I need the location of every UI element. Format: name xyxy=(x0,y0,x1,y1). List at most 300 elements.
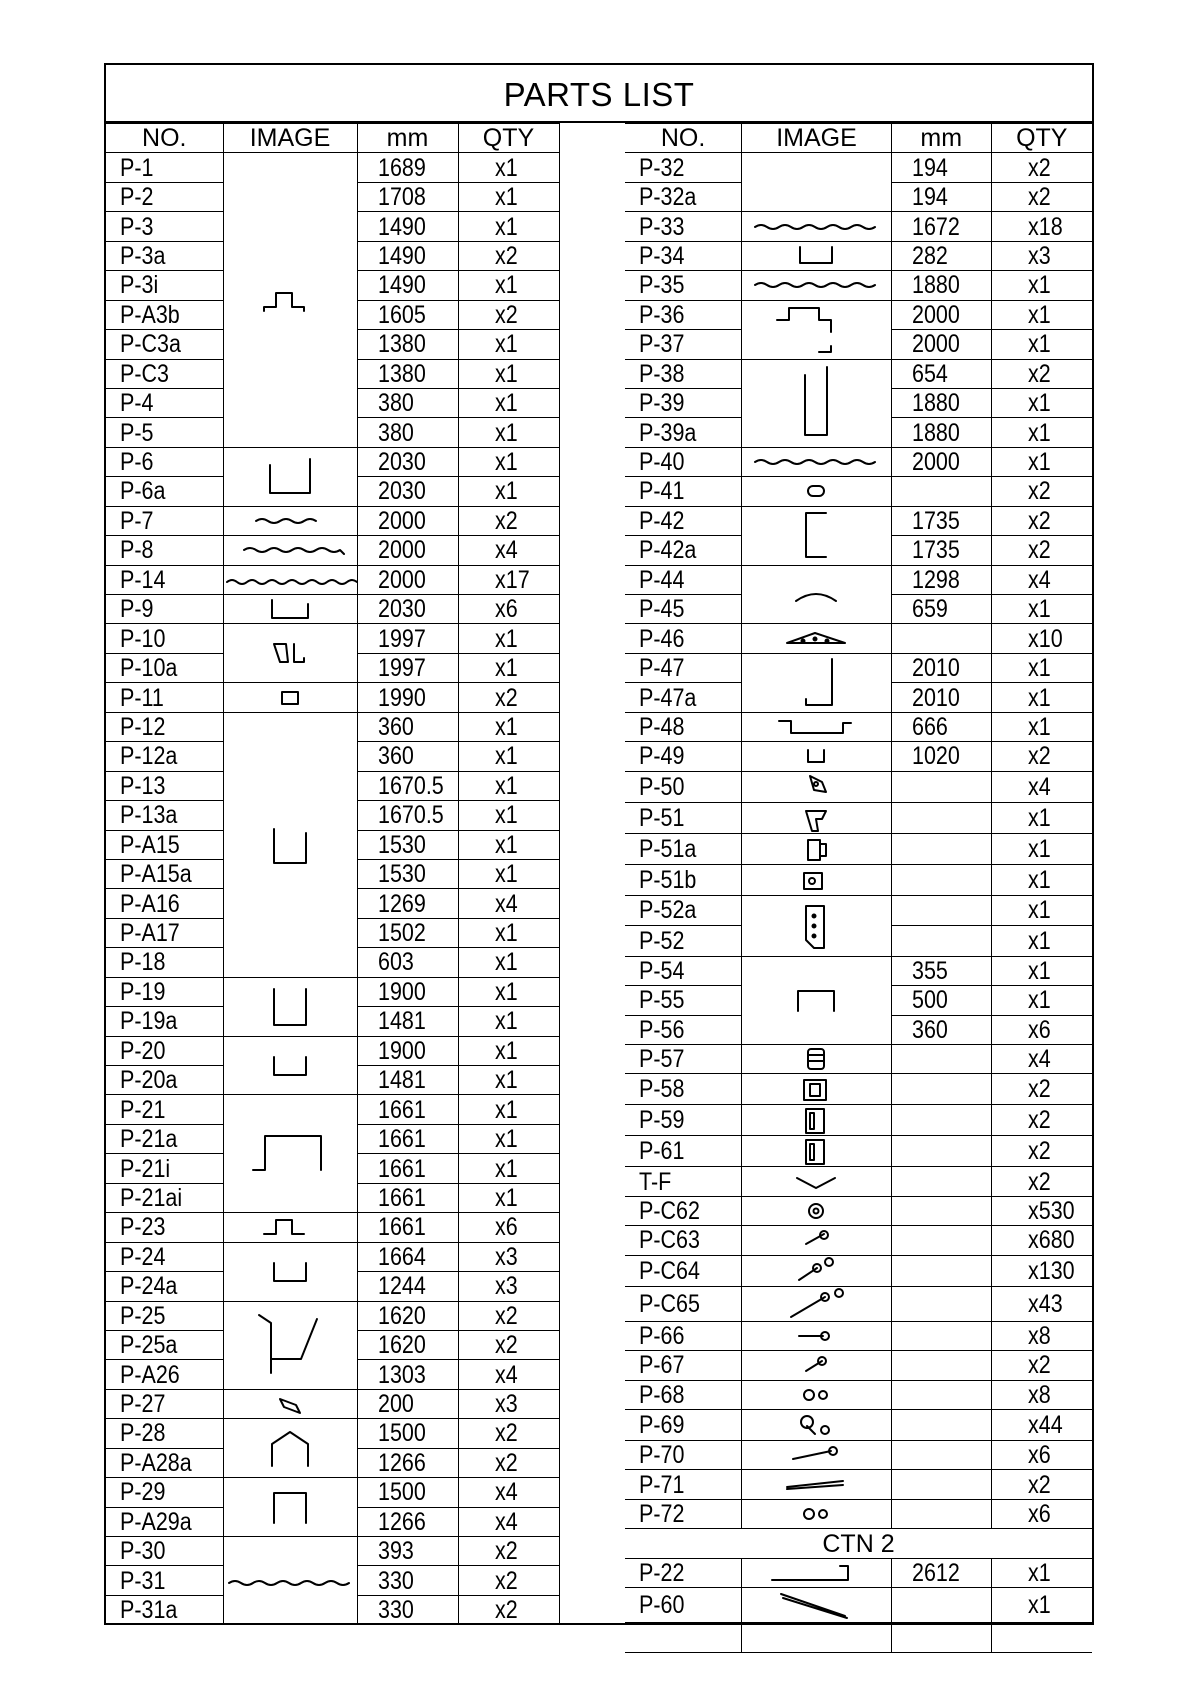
part-quantity: x2 xyxy=(991,1136,1092,1167)
part-quantity: x2 xyxy=(458,1419,559,1448)
part-length-mm: 1266 xyxy=(357,1507,458,1536)
u-channel-tall-icon xyxy=(224,985,357,1029)
hinge-icon xyxy=(742,1074,891,1104)
part-number: P-51b xyxy=(625,864,742,895)
part-image xyxy=(742,1105,892,1136)
table-row xyxy=(625,1558,1092,1587)
part-quantity: x1 xyxy=(991,683,1092,712)
part-quantity: x1 xyxy=(458,771,559,800)
part-number: P-41 xyxy=(625,477,742,506)
part-number: P-67 xyxy=(625,1351,742,1380)
hat-channel-icon xyxy=(224,1130,357,1178)
part-length-mm: 1997 xyxy=(357,653,458,682)
table-row xyxy=(106,536,559,565)
part-image xyxy=(742,565,892,624)
part-image xyxy=(742,1588,892,1623)
part-length-mm: 2030 xyxy=(357,447,458,476)
part-quantity: x1 xyxy=(458,418,559,447)
screw-nut-icon xyxy=(742,1256,891,1286)
zig-profile-icon xyxy=(224,638,357,668)
part-length-mm xyxy=(891,1286,991,1321)
part-image xyxy=(742,300,892,359)
part-length-mm: 1735 xyxy=(891,536,991,565)
table-row xyxy=(625,1441,1092,1470)
part-image xyxy=(742,1380,892,1409)
header-image: IMAGE xyxy=(223,124,357,153)
part-quantity: x1 xyxy=(991,1588,1092,1623)
part-image xyxy=(742,271,892,300)
part-quantity: x1 xyxy=(458,742,559,771)
part-length-mm xyxy=(891,1499,991,1528)
part-quantity: x1 xyxy=(991,418,1092,447)
part-quantity: x18 xyxy=(991,212,1092,241)
part-length-mm xyxy=(891,1105,991,1136)
part-number: P-7 xyxy=(106,506,223,535)
part-image xyxy=(223,536,357,565)
table-row xyxy=(106,1301,559,1330)
part-quantity: x8 xyxy=(991,1321,1092,1350)
small-u-icon xyxy=(742,746,891,766)
part-length-mm xyxy=(891,1167,991,1196)
table-row xyxy=(625,742,1092,771)
part-image xyxy=(223,1537,357,1625)
table-row xyxy=(625,1286,1092,1321)
part-quantity: x1 xyxy=(458,1124,559,1153)
table-header-row xyxy=(625,124,1092,153)
part-number: P-37 xyxy=(625,330,742,359)
part-number: P-5 xyxy=(106,418,223,447)
part-image xyxy=(742,653,892,712)
part-image xyxy=(742,1410,892,1441)
part-image xyxy=(223,683,357,712)
part-length-mm: 1670.5 xyxy=(357,801,458,830)
part-image xyxy=(742,506,892,565)
part-length-mm: 1481 xyxy=(357,1007,458,1036)
part-length-mm: 360 xyxy=(357,712,458,741)
part-number: P-9 xyxy=(106,595,223,624)
part-quantity: x1 xyxy=(458,153,559,182)
table-row xyxy=(106,1419,559,1448)
part-quantity: x1 xyxy=(458,1095,559,1124)
part-image xyxy=(742,864,892,895)
part-quantity: x1 xyxy=(991,447,1092,476)
part-length-mm: 1490 xyxy=(357,271,458,300)
table-row xyxy=(106,683,559,712)
part-quantity: x1 xyxy=(991,956,1092,985)
arc-icon xyxy=(742,583,891,607)
part-quantity: x2 xyxy=(458,1448,559,1477)
bolt-nut-icon xyxy=(742,1287,891,1321)
part-quantity: x6 xyxy=(458,1213,559,1242)
pin-icon xyxy=(742,1477,891,1493)
part-length-mm: 1303 xyxy=(357,1360,458,1389)
part-number: P-21i xyxy=(106,1154,223,1183)
parts-list-sheet xyxy=(104,63,1094,1625)
part-length-mm xyxy=(891,802,991,833)
part-number: P-12 xyxy=(106,712,223,741)
part-number: P-54 xyxy=(625,956,742,985)
part-number: P-A17 xyxy=(106,918,223,947)
square-tube-icon xyxy=(224,688,357,708)
part-number: P-48 xyxy=(625,712,742,741)
part-quantity: x2 xyxy=(458,1595,559,1624)
part-number: P-39 xyxy=(625,388,742,417)
table-row xyxy=(625,241,1092,270)
part-image xyxy=(742,447,892,476)
part-number: P-32 xyxy=(625,153,742,182)
part-number: P-50 xyxy=(625,771,742,802)
arch-frame-icon xyxy=(224,1426,357,1470)
part-number: P-18 xyxy=(106,948,223,977)
part-number: P-11 xyxy=(106,683,223,712)
table-row xyxy=(625,1136,1092,1167)
part-image xyxy=(223,1095,357,1213)
part-length-mm: 1900 xyxy=(357,1036,458,1065)
part-length-mm: 2000 xyxy=(357,506,458,535)
part-quantity: x8 xyxy=(991,1380,1092,1409)
part-image xyxy=(223,977,357,1036)
part-quantity: x1 xyxy=(458,182,559,211)
part-number: P-A15 xyxy=(106,830,223,859)
part-quantity: x2 xyxy=(458,683,559,712)
part-quantity: x1 xyxy=(458,477,559,506)
part-number: P-20a xyxy=(106,1066,223,1095)
part-length-mm: 1672 xyxy=(891,212,991,241)
part-length-mm: 2000 xyxy=(357,536,458,565)
part-number: P-58 xyxy=(625,1074,742,1105)
table-row xyxy=(106,624,559,653)
part-quantity: x6 xyxy=(458,595,559,624)
part-length-mm xyxy=(891,1351,991,1380)
clip-icon xyxy=(224,1391,357,1417)
part-length-mm: 1664 xyxy=(357,1242,458,1271)
cup-channel-icon xyxy=(742,243,891,269)
part-image xyxy=(742,1074,892,1105)
part-quantity: x2 xyxy=(991,536,1092,565)
part-length-mm: 2612 xyxy=(891,1558,991,1587)
table-row xyxy=(625,712,1092,741)
part-quantity: x1 xyxy=(458,801,559,830)
part-image xyxy=(223,712,357,977)
table-row xyxy=(625,1167,1092,1196)
part-length-mm: 2000 xyxy=(891,447,991,476)
part-image xyxy=(223,565,357,594)
part-length-mm: 1880 xyxy=(891,418,991,447)
part-quantity: x2 xyxy=(991,506,1092,535)
part-number: P-21 xyxy=(106,1095,223,1124)
part-quantity: x1 xyxy=(991,833,1092,864)
part-image xyxy=(223,1478,357,1537)
part-quantity: x130 xyxy=(991,1255,1092,1286)
table-row xyxy=(625,956,1092,985)
bolt-icon xyxy=(742,1326,891,1346)
rod-icon xyxy=(742,1588,891,1622)
part-length-mm xyxy=(891,1588,991,1623)
part-image xyxy=(742,712,892,741)
bracket-icon xyxy=(742,803,891,833)
table-row xyxy=(625,864,1092,895)
part-number: P-A28a xyxy=(106,1448,223,1477)
part-length-mm: 666 xyxy=(891,712,991,741)
part-image xyxy=(742,1196,892,1225)
profile-icon xyxy=(224,285,357,315)
empty-cell xyxy=(991,1623,1092,1652)
part-length-mm: 2000 xyxy=(891,330,991,359)
part-image xyxy=(223,153,357,447)
parts-table-right xyxy=(625,123,1092,1653)
bracket-channel-icon xyxy=(742,509,891,563)
part-number: P-61 xyxy=(625,1136,742,1167)
part-number: P-52a xyxy=(625,895,742,926)
table-row xyxy=(625,802,1092,833)
header-qty: QTY xyxy=(458,124,559,153)
part-length-mm: 1380 xyxy=(357,359,458,388)
part-quantity: x17 xyxy=(458,565,559,594)
part-length-mm: 1490 xyxy=(357,212,458,241)
table-row xyxy=(106,1095,559,1124)
part-length-mm xyxy=(891,477,991,506)
part-length-mm: 1661 xyxy=(357,1095,458,1124)
part-quantity: x4 xyxy=(458,1478,559,1507)
part-image xyxy=(223,1036,357,1095)
part-quantity: x3 xyxy=(458,1272,559,1301)
j-channel-icon xyxy=(742,655,891,711)
part-length-mm: 1900 xyxy=(357,977,458,1006)
part-quantity: x1 xyxy=(458,388,559,417)
part-image xyxy=(742,624,892,653)
table-row xyxy=(625,477,1092,506)
part-quantity: x1 xyxy=(991,388,1092,417)
table-header-row xyxy=(106,124,559,153)
u-channel-icon xyxy=(224,596,357,622)
hinge-icon xyxy=(742,1136,891,1166)
part-image xyxy=(742,1470,892,1499)
part-number: P-1 xyxy=(106,153,223,182)
part-image xyxy=(223,624,357,683)
corrugated-icon xyxy=(224,543,357,557)
table-row xyxy=(625,653,1092,682)
table-row xyxy=(625,1470,1092,1499)
part-quantity: x1 xyxy=(991,271,1092,300)
u-channel-short-icon xyxy=(224,1257,357,1287)
part-length-mm: 2000 xyxy=(891,300,991,329)
part-length-mm: 380 xyxy=(357,418,458,447)
part-length-mm xyxy=(891,1255,991,1286)
part-length-mm: 2010 xyxy=(891,683,991,712)
part-length-mm: 360 xyxy=(357,742,458,771)
part-quantity: x4 xyxy=(458,1507,559,1536)
part-length-mm: 1481 xyxy=(357,1066,458,1095)
crank-profile-icon xyxy=(224,1305,357,1385)
part-length-mm: 1298 xyxy=(891,565,991,594)
frame-icon xyxy=(742,985,891,1015)
part-quantity: x1 xyxy=(458,830,559,859)
part-quantity: x1 xyxy=(991,595,1092,624)
long-screw-icon xyxy=(742,1443,891,1467)
part-quantity: x4 xyxy=(991,565,1092,594)
end-cap-icon xyxy=(742,481,891,501)
part-number: P-47 xyxy=(625,653,742,682)
part-length-mm: 1380 xyxy=(357,330,458,359)
table-row xyxy=(625,1380,1092,1409)
hinge-icon xyxy=(742,1105,891,1135)
part-quantity: x1 xyxy=(991,926,1092,957)
part-number: P-51 xyxy=(625,802,742,833)
part-number: P-45 xyxy=(625,595,742,624)
corrugated-icon xyxy=(742,220,891,234)
part-number: P-21ai xyxy=(106,1183,223,1212)
part-number: P-19 xyxy=(106,977,223,1006)
part-length-mm: 603 xyxy=(357,948,458,977)
part-number: P-42a xyxy=(625,536,742,565)
plate-bracket-icon xyxy=(742,865,891,895)
part-quantity: x1 xyxy=(458,948,559,977)
table-row xyxy=(625,1588,1092,1623)
part-quantity: x2 xyxy=(991,477,1092,506)
part-number: P-27 xyxy=(106,1389,223,1418)
step-profile-icon xyxy=(742,302,891,358)
channel-icon xyxy=(224,455,357,499)
part-number: P-36 xyxy=(625,300,742,329)
empty-cell xyxy=(742,1623,892,1652)
part-image xyxy=(742,1286,892,1321)
part-length-mm: 200 xyxy=(357,1389,458,1418)
part-number: P-A26 xyxy=(106,1360,223,1389)
part-length-mm xyxy=(891,833,991,864)
part-number: P-34 xyxy=(625,241,742,270)
part-quantity: x1 xyxy=(458,859,559,888)
part-number: P-56 xyxy=(625,1015,742,1044)
part-number: P-28 xyxy=(106,1419,223,1448)
part-image xyxy=(742,833,892,864)
part-quantity: x6 xyxy=(991,1499,1092,1528)
u-channel-tall-icon xyxy=(742,361,891,445)
part-image xyxy=(742,1226,892,1255)
part-length-mm: 1661 xyxy=(357,1154,458,1183)
part-quantity: x530 xyxy=(991,1196,1092,1225)
part-length-mm: 1020 xyxy=(891,742,991,771)
empty-cell xyxy=(891,1623,991,1652)
table-row xyxy=(625,506,1092,535)
part-number: P-4 xyxy=(106,388,223,417)
part-number: P-6a xyxy=(106,477,223,506)
part-quantity: x4 xyxy=(458,889,559,918)
part-number: P-10a xyxy=(106,653,223,682)
part-quantity: x3 xyxy=(458,1389,559,1418)
part-number: P-31 xyxy=(106,1566,223,1595)
part-length-mm: 355 xyxy=(891,956,991,985)
header-mm: mm xyxy=(357,124,458,153)
part-quantity: x2 xyxy=(991,1074,1092,1105)
part-quantity: x1 xyxy=(458,1183,559,1212)
part-number: P-30 xyxy=(106,1537,223,1566)
part-image xyxy=(223,595,357,624)
part-image xyxy=(223,1419,357,1478)
part-quantity: x4 xyxy=(458,536,559,565)
part-number: P-A29a xyxy=(106,1507,223,1536)
header-no: NO. xyxy=(106,124,223,153)
part-length-mm xyxy=(891,1044,991,1073)
part-number: P-24a xyxy=(106,1272,223,1301)
header-qty: QTY xyxy=(991,124,1092,153)
part-number: P-42 xyxy=(625,506,742,535)
part-length-mm: 194 xyxy=(891,153,991,182)
part-number: P-A3b xyxy=(106,300,223,329)
part-image xyxy=(742,1255,892,1286)
part-image xyxy=(742,359,892,447)
part-quantity: x2 xyxy=(458,1301,559,1330)
part-image xyxy=(223,1213,357,1242)
table-row xyxy=(106,447,559,476)
part-image xyxy=(223,1242,357,1301)
table-row xyxy=(625,1226,1092,1255)
part-image xyxy=(742,1167,892,1196)
step-hat-icon xyxy=(224,1214,357,1240)
part-number: P-13a xyxy=(106,801,223,830)
table-row xyxy=(625,212,1092,241)
part-number: P-33 xyxy=(625,212,742,241)
part-image xyxy=(742,477,892,506)
part-quantity: x1 xyxy=(458,918,559,947)
part-number: P-12a xyxy=(106,742,223,771)
table-row xyxy=(625,447,1092,476)
part-quantity: x1 xyxy=(991,1558,1092,1587)
part-length-mm: 330 xyxy=(357,1566,458,1595)
part-length-mm: 2000 xyxy=(357,565,458,594)
part-number: P-60 xyxy=(625,1588,742,1623)
table-row xyxy=(106,977,559,1006)
part-quantity: x4 xyxy=(991,771,1092,802)
table-row xyxy=(625,153,1092,182)
table-row xyxy=(625,1074,1092,1105)
part-number: P-46 xyxy=(625,624,742,653)
part-number: P-C63 xyxy=(625,1226,742,1255)
table-row xyxy=(625,1351,1092,1380)
part-length-mm xyxy=(891,1410,991,1441)
part-quantity: x2 xyxy=(458,1537,559,1566)
part-length-mm xyxy=(891,1321,991,1350)
bolt-nut-icon xyxy=(742,1410,891,1440)
part-number: P-21a xyxy=(106,1124,223,1153)
part-number: P-13 xyxy=(106,771,223,800)
part-length-mm: 1530 xyxy=(357,830,458,859)
part-length-mm: 1990 xyxy=(357,683,458,712)
part-length-mm: 1244 xyxy=(357,1272,458,1301)
part-quantity: x2 xyxy=(991,1167,1092,1196)
part-quantity: x1 xyxy=(991,802,1092,833)
part-image xyxy=(742,241,892,270)
part-image xyxy=(742,1044,892,1073)
part-length-mm xyxy=(891,771,991,802)
part-quantity: x1 xyxy=(458,1036,559,1065)
part-number: P-20 xyxy=(106,1036,223,1065)
table-row xyxy=(106,1242,559,1271)
part-length-mm xyxy=(891,1136,991,1167)
part-quantity: x6 xyxy=(991,1441,1092,1470)
part-number: P-40 xyxy=(625,447,742,476)
corner-bracket-icon xyxy=(742,1172,891,1192)
part-length-mm: 393 xyxy=(357,1537,458,1566)
long-j-channel-icon xyxy=(742,1560,891,1586)
part-number: P-A15a xyxy=(106,859,223,888)
part-number: P-47a xyxy=(625,683,742,712)
part-length-mm: 2030 xyxy=(357,595,458,624)
part-image xyxy=(742,802,892,833)
part-quantity: x1 xyxy=(458,1066,559,1095)
part-quantity: x1 xyxy=(991,712,1092,741)
plate-bracket-icon xyxy=(742,834,891,864)
part-length-mm xyxy=(891,624,991,653)
